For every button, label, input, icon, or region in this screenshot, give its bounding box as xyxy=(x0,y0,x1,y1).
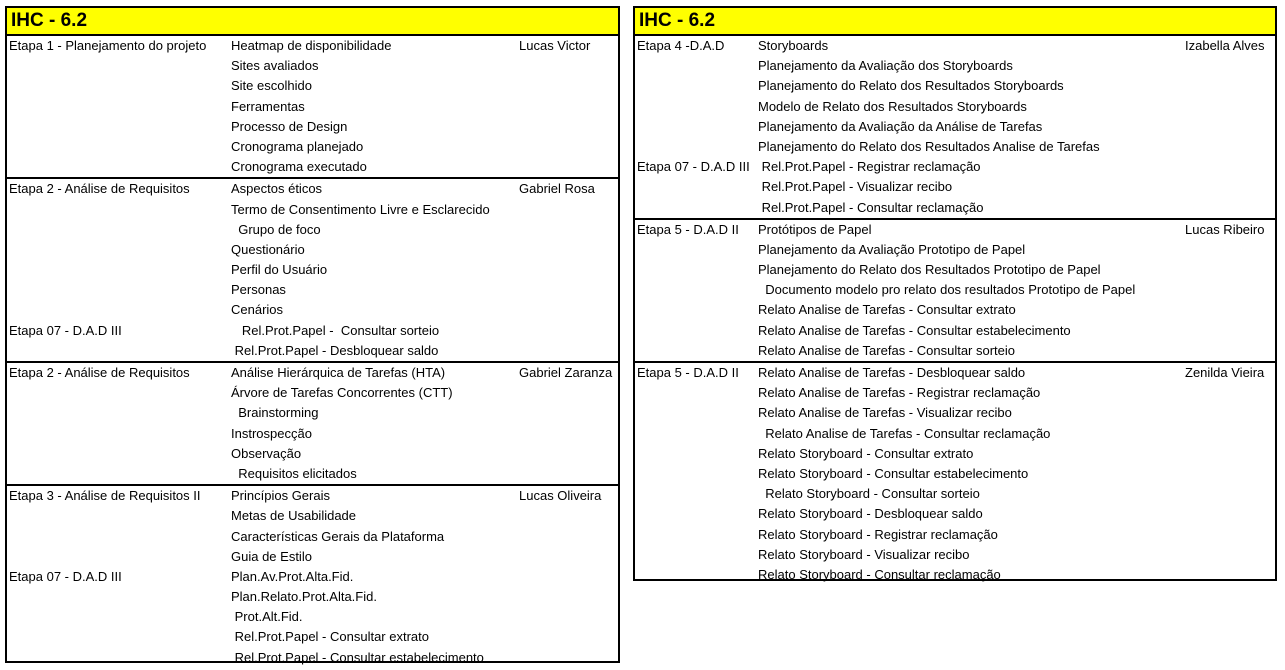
task-cell[interactable]: Relato Storyboard - Desbloquear saldo xyxy=(758,506,983,522)
table-row xyxy=(635,220,1275,240)
table-row xyxy=(635,300,1275,320)
table-row xyxy=(635,240,1275,260)
task-cell[interactable]: Princípios Gerais xyxy=(231,488,330,504)
table-row xyxy=(635,444,1275,464)
table-title[interactable]: IHC - 6.2 xyxy=(7,8,618,36)
task-cell[interactable]: Relato Analise de Tarefas - Consultar extrato xyxy=(758,302,1016,318)
table-row xyxy=(7,137,618,157)
table-row xyxy=(7,200,618,220)
table-row xyxy=(7,567,618,587)
table-row xyxy=(7,341,618,361)
task-cell[interactable]: Rel.Prot.Papel - Consultar sorteio xyxy=(231,322,440,338)
table-row xyxy=(635,363,1275,383)
task-cell[interactable]: Cenários xyxy=(231,302,284,318)
table-row xyxy=(7,220,618,240)
task-cell[interactable]: Rel.Prot.Papel - Consultar extrato xyxy=(231,629,429,645)
table-row xyxy=(7,486,618,506)
task-cell[interactable]: Brainstorming xyxy=(231,405,319,421)
table-row xyxy=(635,504,1275,524)
task-cell[interactable]: Rel.Prot.Papel - Consultar estabelecimento xyxy=(231,649,484,665)
table-row xyxy=(635,36,1275,56)
task-cell[interactable]: Rel.Prot.Papel - Registrar reclamação xyxy=(758,159,981,175)
table-row xyxy=(635,484,1275,504)
member-block xyxy=(7,363,618,486)
task-cell[interactable]: Plan.Av.Prot.Alta.Fid. xyxy=(231,568,354,584)
task-cell[interactable]: Aspectos éticos xyxy=(231,181,323,197)
table-row xyxy=(7,240,618,260)
task-cell[interactable]: Requisitos elicitados xyxy=(231,465,357,481)
task-cell[interactable]: Relato Storyboard - Consultar reclamação xyxy=(758,566,1001,582)
task-cell[interactable]: Termo de Consentimento Livre e Esclarecido xyxy=(231,201,490,217)
task-cell[interactable]: Planejamento da Avaliação da Análise de Tarefas xyxy=(758,118,1043,134)
task-cell[interactable]: Análise Hierárquica de Tarefas (HTA) xyxy=(231,365,446,380)
stage-cell[interactable]: Etapa 2 - Análise de Requisitos xyxy=(9,365,190,380)
table-row xyxy=(7,280,618,300)
task-cell[interactable]: Storyboards xyxy=(758,38,829,53)
table-row xyxy=(7,527,618,547)
table-row xyxy=(635,321,1275,341)
member-name-cell[interactable]: Lucas Victor xyxy=(519,38,591,53)
member-block xyxy=(635,363,1275,585)
table-row xyxy=(7,587,618,607)
task-cell[interactable]: Grupo de foco xyxy=(231,221,321,237)
stage-cell[interactable]: Etapa 5 - D.A.D II xyxy=(637,365,739,380)
stage-cell[interactable]: Etapa 07 - D.A.D III xyxy=(637,159,750,175)
stage-cell[interactable]: Etapa 1 - Planejamento do projeto xyxy=(9,38,207,53)
table-row xyxy=(7,117,618,137)
task-cell[interactable]: Heatmap de disponibilidade xyxy=(231,38,392,53)
table-row xyxy=(635,565,1275,585)
member-name-cell[interactable]: Lucas Ribeiro xyxy=(1185,221,1265,237)
table-row xyxy=(635,341,1275,361)
table-row xyxy=(635,383,1275,403)
task-cell[interactable]: Protótipos de Papel xyxy=(758,221,872,237)
table-row xyxy=(635,76,1275,96)
stage-cell[interactable]: Etapa 2 - Análise de Requisitos xyxy=(9,181,190,197)
task-cell[interactable]: Observação xyxy=(231,445,302,461)
member-block xyxy=(635,36,1275,220)
table-row xyxy=(7,157,618,177)
task-cell[interactable]: Planejamento da Avaliação Prototipo de Papel xyxy=(758,241,1026,257)
task-cell[interactable]: Metas de Usabilidade xyxy=(231,508,357,524)
task-cell[interactable]: Relato Analise de Tarefas - Visualizar recibo xyxy=(758,405,1012,421)
table-row xyxy=(7,260,618,280)
task-cell[interactable]: Documento modelo pro relato dos resultados Prototipo de Papel xyxy=(758,282,1136,298)
task-cell[interactable]: Relato Storyboard - Registrar reclamação xyxy=(758,526,998,542)
table-row xyxy=(635,464,1275,484)
task-cell[interactable]: Site escolhido xyxy=(231,78,312,94)
task-cell[interactable]: Rel.Prot.Papel - Consultar reclamação xyxy=(758,199,984,215)
table-row xyxy=(7,547,618,567)
table-row xyxy=(635,260,1275,280)
task-cell[interactable]: Personas xyxy=(231,282,286,298)
table-row xyxy=(7,76,618,96)
table-row xyxy=(635,525,1275,545)
task-cell[interactable]: Processo de Design xyxy=(231,118,348,134)
assignment-table-right xyxy=(633,6,1277,581)
table-row xyxy=(635,56,1275,76)
task-cell[interactable]: Prot.Alt.Fid. xyxy=(231,609,303,625)
task-cell[interactable]: Relato Analise de Tarefas - Consultar estabelecimento xyxy=(758,322,1071,338)
table-row xyxy=(635,424,1275,444)
task-cell[interactable]: Características Gerais da Plataforma xyxy=(231,528,445,544)
table-row xyxy=(7,321,618,341)
task-cell[interactable]: Relato Analise de Tarefas - Consultar reclamação xyxy=(758,425,1051,441)
table-row xyxy=(7,444,618,464)
table-row xyxy=(635,177,1275,197)
task-cell[interactable]: Questionário xyxy=(231,241,305,257)
task-cell[interactable]: Ferramentas xyxy=(231,98,305,114)
member-name-cell[interactable]: Gabriel Rosa xyxy=(519,181,595,197)
member-name-cell[interactable]: Zenilda Vieira xyxy=(1185,365,1265,380)
table-row xyxy=(7,627,618,647)
task-cell[interactable]: Sites avaliados xyxy=(231,58,319,74)
stage-cell[interactable]: Etapa 3 - Análise de Requisitos II xyxy=(9,488,201,504)
table-row xyxy=(635,137,1275,157)
task-cell[interactable]: Modelo de Relato dos Resultados Storyboards xyxy=(758,98,1027,114)
task-cell[interactable]: Relato Storyboard - Consultar sorteio xyxy=(758,486,980,502)
task-cell[interactable]: Guia de Estilo xyxy=(231,548,312,564)
member-block xyxy=(635,220,1275,363)
member-name-cell[interactable]: Izabella Alves xyxy=(1185,38,1265,53)
task-cell[interactable]: Cronograma executado xyxy=(231,159,367,175)
member-name-cell[interactable]: Lucas Oliveira xyxy=(519,488,602,504)
task-cell[interactable]: Perfil do Usuário xyxy=(231,262,328,278)
task-cell[interactable]: Rel.Prot.Papel - Desbloquear saldo xyxy=(231,342,439,358)
table-row xyxy=(7,648,618,668)
member-block xyxy=(7,179,618,363)
task-cell[interactable]: Plan.Relato.Prot.Alta.Fid. xyxy=(231,589,377,605)
table-row xyxy=(635,545,1275,565)
member-block xyxy=(7,486,618,668)
stage-cell[interactable]: Etapa 07 - D.A.D III xyxy=(9,568,122,584)
member-name-cell[interactable]: Gabriel Zaranza xyxy=(519,365,613,380)
table-row xyxy=(7,383,618,403)
task-cell[interactable]: Cronograma planejado xyxy=(231,138,364,154)
table-row xyxy=(7,179,618,199)
stage-cell[interactable]: Etapa 5 - D.A.D II xyxy=(637,221,739,237)
table-row xyxy=(7,403,618,423)
table-row xyxy=(7,424,618,444)
task-cell[interactable]: Planejamento da Avaliação dos Storyboards xyxy=(758,58,1013,74)
task-cell[interactable]: Instrospecção xyxy=(231,425,312,441)
table-row xyxy=(7,464,618,484)
table-title[interactable]: IHC - 6.2 xyxy=(635,8,1275,36)
task-cell[interactable]: Relato Storyboard - Consultar extrato xyxy=(758,445,974,461)
table-row xyxy=(7,607,618,627)
table-row xyxy=(7,506,618,526)
table-row xyxy=(635,97,1275,117)
member-block xyxy=(7,36,618,179)
table-row xyxy=(7,36,618,56)
table-row xyxy=(7,363,618,383)
task-cell[interactable]: Relato Analise de Tarefas - Consultar sorteio xyxy=(758,342,1016,358)
stage-cell[interactable]: Etapa 4 -D.A.D xyxy=(637,38,725,53)
table-row xyxy=(7,300,618,320)
assignment-table-left xyxy=(5,6,620,663)
task-cell[interactable]: Relato Analise de Tarefas - Registrar reclamação xyxy=(758,385,1041,401)
stage-cell[interactable]: Etapa 07 - D.A.D III xyxy=(9,322,122,338)
task-cell[interactable]: Planejamento do Relato dos Resultados Analise de Tarefas xyxy=(758,138,1100,154)
table-row xyxy=(7,56,618,76)
table-row xyxy=(635,117,1275,137)
task-cell[interactable]: Relato Storyboard - Consultar estabelecimento xyxy=(758,465,1029,481)
task-cell[interactable]: Planejamento do Relato dos Resultados Prototipo de Papel xyxy=(758,262,1101,278)
table-row xyxy=(7,97,618,117)
task-cell[interactable]: Planejamento do Relato dos Resultados Storyboards xyxy=(758,78,1064,94)
table-row xyxy=(635,198,1275,218)
table-row xyxy=(635,157,1275,177)
task-cell[interactable]: Rel.Prot.Papel - Visualizar recibo xyxy=(758,179,953,195)
task-cell[interactable]: Relato Storyboard - Visualizar recibo xyxy=(758,546,970,562)
task-cell[interactable]: Relato Analise de Tarefas - Desbloquear saldo xyxy=(758,365,1026,380)
table-row xyxy=(635,403,1275,423)
task-cell[interactable]: Árvore de Tarefas Concorrentes (CTT) xyxy=(231,385,453,401)
table-row xyxy=(635,280,1275,300)
